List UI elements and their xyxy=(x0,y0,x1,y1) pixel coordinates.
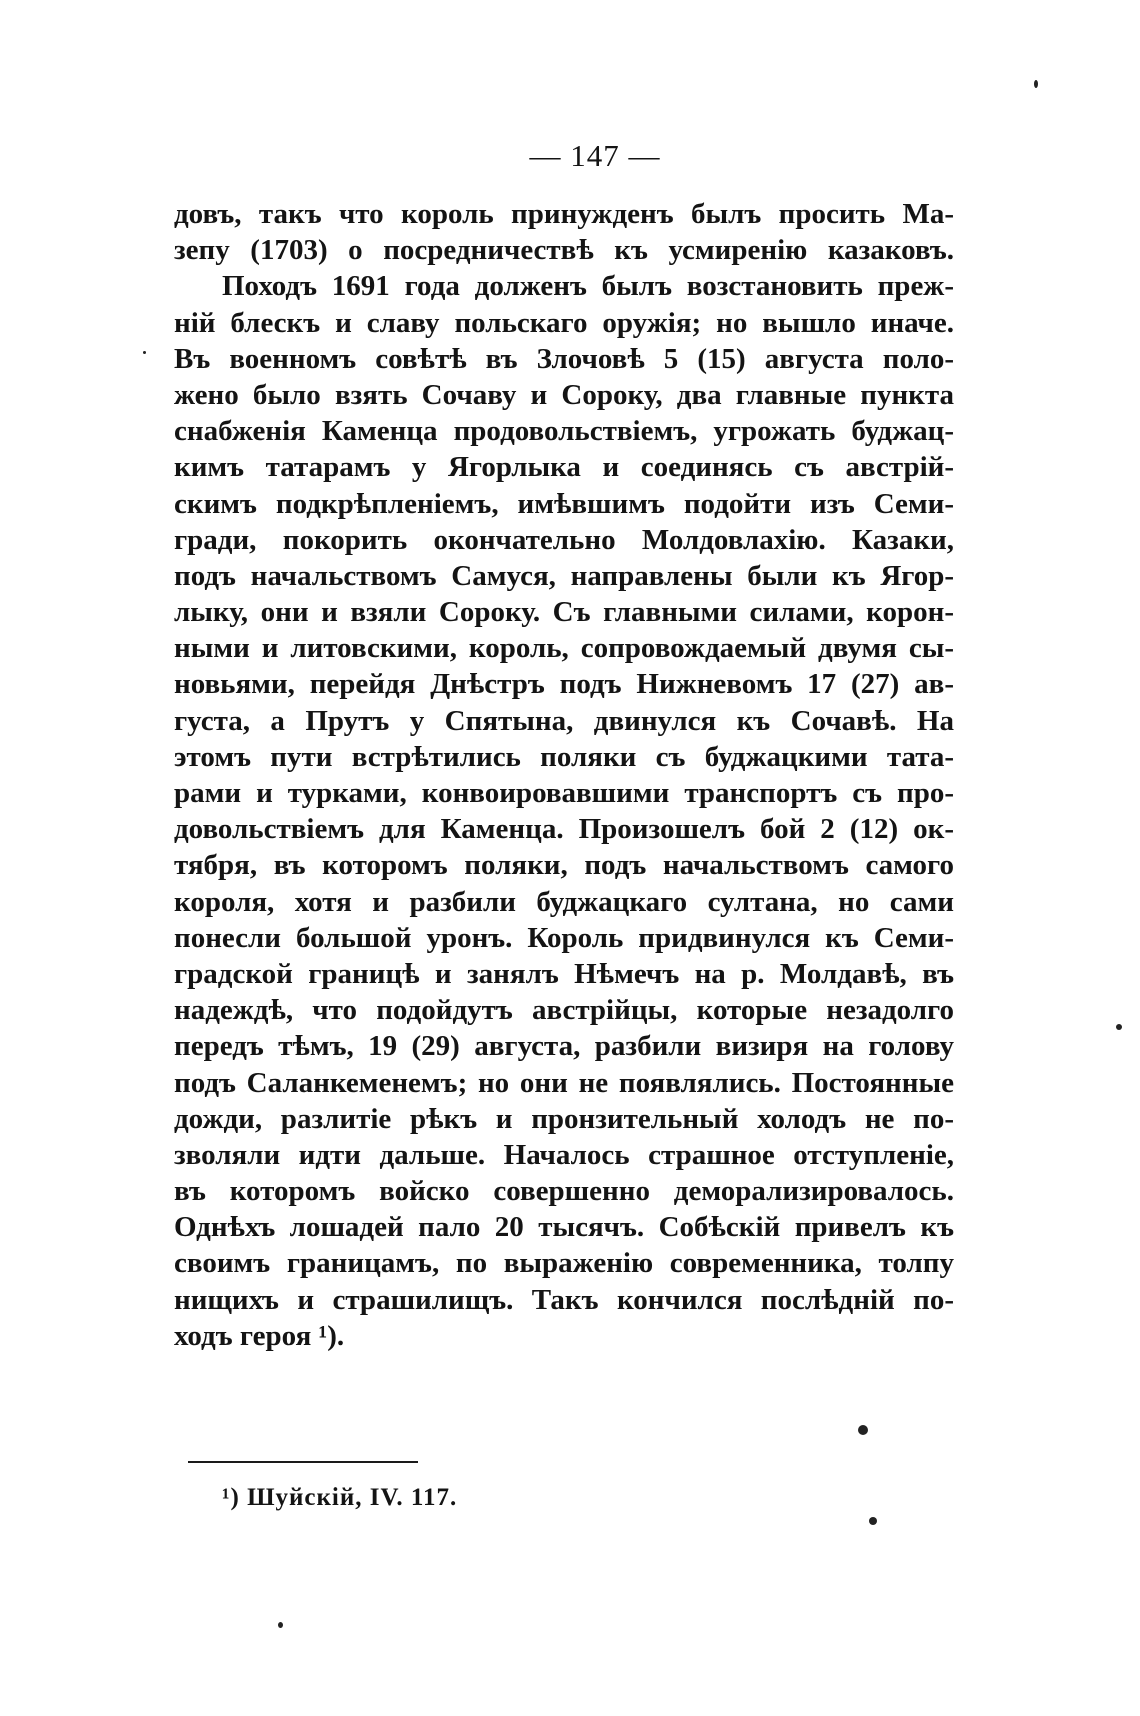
text-line: подъ Саланкеменемъ; но они не появлялись. Постоянные xyxy=(174,1066,954,1099)
ink-speck xyxy=(1034,80,1038,88)
text-line: рами и турками, конвоировавшими транспортъ съ про- xyxy=(174,777,954,809)
text-line: довольствіемъ для Каменца. Произошелъ бой 2 (12) ок- xyxy=(174,813,954,846)
body-text xyxy=(174,196,954,1354)
text-line: тября, въ которомъ поляки, подъ начальствомъ самого xyxy=(174,849,954,882)
ink-speck xyxy=(858,1425,868,1435)
text-line: надеждѣ, что подойдутъ австрійцы, которые незадолго xyxy=(174,994,954,1027)
text-line: лыку, они и взяли Сороку. Съ главными силами, корон- xyxy=(174,596,954,629)
text-line: Однѣхъ лошадей пало 20 тысячъ. Собѣскій привелъ къ xyxy=(174,1211,954,1244)
text-line: кимъ татарамъ у Ягорлыка и соединясь съ австрій- xyxy=(174,451,954,484)
text-line: въ которомъ войско совершенно деморализировалось. xyxy=(174,1175,954,1208)
text-line: подъ начальствомъ Самуся, направлены были къ Ягор- xyxy=(174,559,954,592)
ink-speck xyxy=(1116,1024,1122,1030)
text-line: снабженія Каменца продовольствіемъ, угрожать буджац- xyxy=(174,415,954,448)
text-line: передъ тѣмъ, 19 (29) августа, разбили визиря на голову xyxy=(174,1030,954,1063)
page-number: — 147 — xyxy=(529,138,661,173)
footnote: ¹) Шуйскій, IV. 117. xyxy=(222,1484,458,1511)
text-line: понесли большой уронъ. Король придвинулся къ Семи- xyxy=(174,921,954,954)
text-line: зволяли идти дальше. Началось страшное отступленіе, xyxy=(174,1138,954,1171)
ink-speck xyxy=(278,1622,283,1628)
text-line: Въ военномъ совѣтѣ въ Злочовѣ 5 (15) августа поло- xyxy=(174,342,954,375)
text-line: Походъ 1691 года долженъ былъ возстановить преж- xyxy=(222,270,954,303)
text-line: этомъ пути встрѣтились поляки съ буджацкими тата- xyxy=(174,740,954,773)
footnote-divider xyxy=(188,1461,418,1463)
ink-speck xyxy=(143,351,146,354)
text-line: ходъ героя ¹). xyxy=(174,1319,345,1352)
text-line: дожди, разлитіе рѣкъ и пронзительный холодъ не по- xyxy=(174,1102,954,1135)
text-line: густа, а Прутъ у Спятына, двинулся къ Сочавѣ. На xyxy=(174,704,954,737)
text-line: жено было взять Сочаву и Сороку, два главные пункта xyxy=(174,378,954,411)
text-line: новьями, перейдя Днѣстръ подъ Нижневомъ 17 (27) ав- xyxy=(174,668,954,701)
text-line: гради, покорить окончательно Молдовлахію. Казаки, xyxy=(174,523,954,556)
text-line: короля, хотя и разбили буджацкаго султана, но сами xyxy=(174,885,954,918)
text-line: своимъ границамъ, по выраженію современника, толпу xyxy=(174,1247,954,1280)
text-line: нищихъ и страшилищъ. Такъ кончился послѣдній по- xyxy=(174,1283,954,1316)
text-line: скимъ подкрѣпленіемъ, имѣвшимъ подойти изъ Семи- xyxy=(174,487,954,520)
text-line: градской границѣ и занялъ Нѣмечъ на р. Молдавѣ, въ xyxy=(174,957,954,990)
ink-speck xyxy=(869,1517,877,1525)
text-line: ній блескъ и славу польскаго оружія; но вышло иначе. xyxy=(174,306,954,339)
text-line: зепу (1703) о посредничествѣ къ усмиренію казаковъ. xyxy=(174,234,954,267)
text-line: ными и литовскими, король, сопровождаемый двумя сы- xyxy=(174,632,954,665)
text-line: довъ, такъ что король принужденъ былъ просить Ма- xyxy=(174,198,954,230)
